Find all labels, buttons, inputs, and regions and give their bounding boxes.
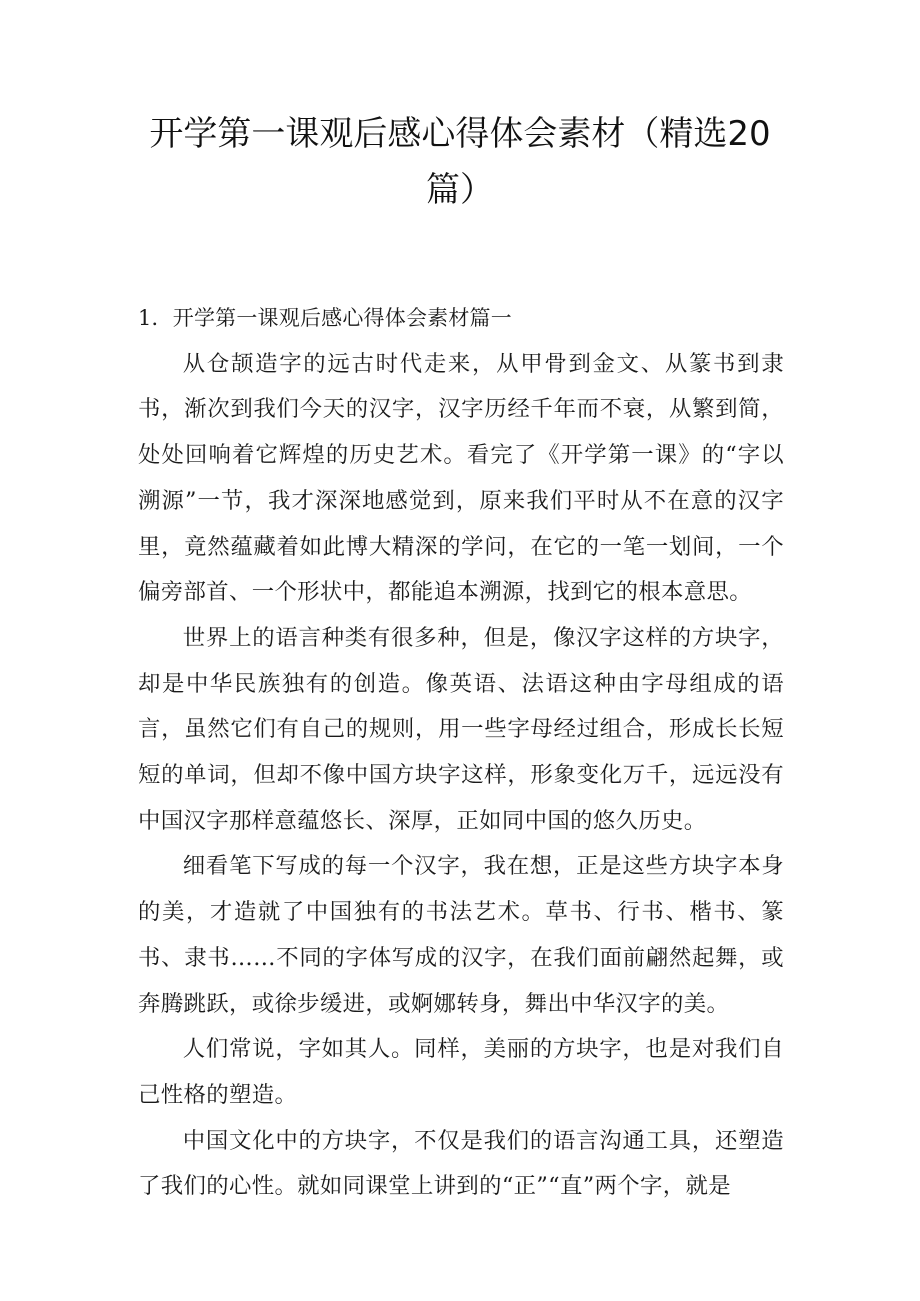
body-paragraph: 中国文化中的方块字，不仅是我们的语言沟通工具，还塑造了我们的心性。就如同课堂上讲到的“正”“直”两个字，就是 [138, 1127, 784, 1200]
document-title [140, 106, 780, 218]
document-title-line-1: 开学第一课观后感心得体会素材（精选20 [149, 114, 771, 154]
body-paragraph: 人们常说，字如其人。同样，美丽的方块字，也是对我们自己性格的塑造。 [138, 1036, 784, 1108]
document-title-line-2: 篇） [426, 170, 494, 210]
section-heading: 1．开学第一课观后感心得体会素材篇一 [138, 306, 512, 330]
document-body [138, 296, 784, 1210]
body-paragraph: 细看笔下写成的每一个汉字，我在想，正是这些方块字本身的美，才造就了中国独有的书法艺术。草书、行书、楷书、篆书、隶书……不同的字体写成的汉字，在我们面前翩然起舞，或奔腾跳跃，或徐步缓进，或婀娜转身，舞出中华汉字的美。 [138, 853, 784, 1017]
body-paragraph: 世界上的语言种类有很多种，但是，像汉字这样的方块字，却是中华民族独有的创造。像英语、法语这种由字母组成的语言，虽然它们有自己的规则，用一些字母经过组合，形成长长短短的单词，但却不像中国方块字这样，形象变化万千，远远没有中国汉字那样意蕴悠长、深厚，正如同中国的悠久历史。 [138, 624, 784, 834]
body-paragraph: 从仓颉造字的远古时代走来，从甲骨到金文、从篆书到隶书，渐次到我们今天的汉字，汉字历经千年而不衰，从繁到简，处处回响着它辉煌的历史艺术。看完了《开学第一课》的“字以溯源”一节，我才深深地感觉到，原来我们平时从不在意的汉字里，竟然蕴藏着如此博大精深的学问，在它的一笔一划间，一个偏旁部首、一个形状中，都能追本溯源，找到它的根本意思。 [138, 350, 784, 606]
